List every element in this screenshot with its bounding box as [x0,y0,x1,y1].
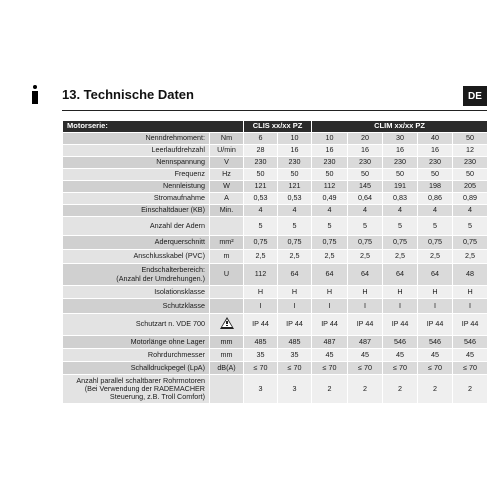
row-value: IP 44 [453,314,488,336]
table-row [63,286,488,299]
row-value: 50 [453,169,488,181]
row-value: H [278,286,312,299]
row-value: IP 44 [312,314,348,336]
row-value: 230 [244,157,278,169]
row-label: Aderquerschnitt [63,236,210,250]
row-value: 546 [453,336,488,349]
row-value: 5 [418,217,453,236]
row-value: 10 [278,133,312,145]
row-value: 6 [244,133,278,145]
row-value: 16 [418,145,453,157]
row-value: 64 [383,264,418,286]
row-value: 230 [453,157,488,169]
row-value: 45 [383,349,418,362]
row-value: ≤ 70 [383,362,418,375]
row-value: 0,86 [418,193,453,205]
row-value: 230 [278,157,312,169]
row-unit [210,217,244,236]
row-value: 5 [383,217,418,236]
row-unit: Min. [210,205,244,217]
technical-data-table [62,120,488,404]
row-value: IP 44 [244,314,278,336]
row-value: 5 [348,217,383,236]
row-value: 145 [348,181,383,193]
table-row [63,157,488,169]
row-value: 487 [312,336,348,349]
row-unit: A [210,193,244,205]
row-value: 16 [312,145,348,157]
row-label: Motorlänge ohne Lager [63,336,210,349]
row-value: 0,49 [312,193,348,205]
row-value: 5 [278,217,312,236]
row-label: Stromaufnahme [63,193,210,205]
row-value: 198 [418,181,453,193]
row-value: 3 [244,375,278,404]
row-value: 4 [348,205,383,217]
row-value: 16 [348,145,383,157]
row-value: 230 [418,157,453,169]
row-value: 50 [418,169,453,181]
row-label: Anzahl parallel schaltbarer Rohrmotoren (Bei Verwendung der RADEMACHER Steuerung, z.B. Troll Comfort) [63,375,210,404]
row-value: 64 [278,264,312,286]
row-unit: V [210,157,244,169]
row-value: I [418,299,453,314]
row-label: Anzahl der Adern [63,217,210,236]
row-value: H [244,286,278,299]
row-label: Schutzklasse [63,299,210,314]
row-value: 50 [383,169,418,181]
table-row [63,217,488,236]
row-value: 230 [348,157,383,169]
row-value: 0,83 [383,193,418,205]
row-value: H [312,286,348,299]
row-value: 2 [348,375,383,404]
table-row [63,250,488,264]
table-row [63,299,488,314]
row-value: H [383,286,418,299]
row-label: Leerlaufdrehzahl [63,145,210,157]
row-value: 30 [383,133,418,145]
row-value: 0,89 [453,193,488,205]
row-value: IP 44 [383,314,418,336]
row-value: IP 44 [418,314,453,336]
row-value: 20 [348,133,383,145]
table-header-row [63,121,488,133]
row-label: Endschalterbereich: (Anzahl der Umdrehungen.) [63,264,210,286]
row-value: 4 [278,205,312,217]
row-value: ≤ 70 [312,362,348,375]
row-value: 12 [453,145,488,157]
row-value: 64 [312,264,348,286]
table-row [63,181,488,193]
row-unit: mm [210,349,244,362]
row-value: 5 [453,217,488,236]
row-value: 35 [244,349,278,362]
row-label: Nennleistung [63,181,210,193]
row-unit: m [210,250,244,264]
row-value: 230 [383,157,418,169]
row-value: 0,75 [312,236,348,250]
row-value: H [453,286,488,299]
row-value: 2,5 [418,250,453,264]
table-row [63,205,488,217]
row-value: 0,75 [348,236,383,250]
row-value: 3 [278,375,312,404]
row-value: I [453,299,488,314]
table-row [63,145,488,157]
row-value: 5 [244,217,278,236]
row-value: 16 [383,145,418,157]
table-row [63,336,488,349]
row-label: Rohrdurchmesser [63,349,210,362]
row-unit [210,375,244,404]
row-unit: U/min [210,145,244,157]
row-value: 64 [418,264,453,286]
row-value: 2,5 [383,250,418,264]
row-value: 35 [278,349,312,362]
motor-series-label: Motorserie: [63,121,244,133]
row-value: 50 [312,169,348,181]
row-value: 2,5 [244,250,278,264]
row-value: I [244,299,278,314]
row-value: 2,5 [312,250,348,264]
warning-icon [220,317,234,329]
row-value: 2 [418,375,453,404]
row-value: 0,64 [348,193,383,205]
row-unit [210,299,244,314]
info-icon [30,85,40,105]
row-unit: Nm [210,133,244,145]
row-value: 45 [348,349,383,362]
row-value: 5 [312,217,348,236]
row-value: I [383,299,418,314]
row-unit: W [210,181,244,193]
row-value: ≤ 70 [244,362,278,375]
row-unit: mm² [210,236,244,250]
row-value: 191 [383,181,418,193]
row-value: I [312,299,348,314]
row-unit: Hz [210,169,244,181]
row-value: I [278,299,312,314]
row-value: 50 [244,169,278,181]
table-row [63,193,488,205]
table-row [63,133,488,145]
row-value: 0,75 [244,236,278,250]
row-value: 16 [278,145,312,157]
table-row [63,349,488,362]
table-row [63,264,488,286]
row-value: 121 [244,181,278,193]
row-value: ≤ 70 [278,362,312,375]
row-value: 2 [312,375,348,404]
row-value: 2,5 [453,250,488,264]
page-title: 13. Technische Daten [62,87,194,102]
row-value: 45 [418,349,453,362]
row-value: ≤ 70 [348,362,383,375]
row-value: 0,75 [418,236,453,250]
row-value: 4 [383,205,418,217]
row-value: 230 [312,157,348,169]
row-value: I [348,299,383,314]
row-unit: U [210,264,244,286]
row-value: 0,53 [244,193,278,205]
row-value: 205 [453,181,488,193]
row-value: 10 [312,133,348,145]
title-divider [62,110,487,111]
row-value: 2 [383,375,418,404]
row-value: 0,75 [453,236,488,250]
motor-group-header: CLIM xx/xx PZ [312,121,488,133]
row-label: Nennspannung [63,157,210,169]
row-label: Schalldruckpegel (LpA) [63,362,210,375]
row-value: 64 [348,264,383,286]
row-value: 48 [453,264,488,286]
row-value: 485 [244,336,278,349]
row-label: Anschlusskabel (PVC) [63,250,210,264]
row-value: 0,75 [278,236,312,250]
row-value: 50 [453,133,488,145]
row-value: ≤ 70 [418,362,453,375]
row-value: 40 [418,133,453,145]
row-value: 2 [453,375,488,404]
row-value: 4 [418,205,453,217]
row-label: Frequenz [63,169,210,181]
row-value: 546 [418,336,453,349]
row-value: H [348,286,383,299]
row-value: 50 [348,169,383,181]
row-value: 2,5 [278,250,312,264]
row-value: IP 44 [348,314,383,336]
row-value: 112 [312,181,348,193]
row-value: 487 [348,336,383,349]
row-value: 485 [278,336,312,349]
row-unit [210,314,244,336]
row-value: 4 [453,205,488,217]
language-badge: DE [463,86,487,106]
row-value: 50 [278,169,312,181]
row-unit: dB(A) [210,362,244,375]
row-value: 546 [383,336,418,349]
row-label: Nenndrehmoment: [63,133,210,145]
row-unit [210,286,244,299]
row-value: 45 [453,349,488,362]
row-value: 2,5 [348,250,383,264]
row-value: 45 [312,349,348,362]
table-row [63,375,488,404]
motor-group-header: CLIS xx/xx PZ [244,121,312,133]
table-row [63,236,488,250]
row-label: Schutzart n. VDE 700 [63,314,210,336]
row-label: Einschaltdauer (KB) [63,205,210,217]
row-value: 112 [244,264,278,286]
table-row [63,169,488,181]
table-row [63,314,488,336]
row-label: Isolationsklasse [63,286,210,299]
row-value: ≤ 70 [453,362,488,375]
row-value: 121 [278,181,312,193]
row-unit: mm [210,336,244,349]
row-value: IP 44 [278,314,312,336]
table-row [63,362,488,375]
row-value: H [418,286,453,299]
row-value: 0,53 [278,193,312,205]
row-value: 0,75 [383,236,418,250]
row-value: 28 [244,145,278,157]
row-value: 4 [312,205,348,217]
row-value: 4 [244,205,278,217]
